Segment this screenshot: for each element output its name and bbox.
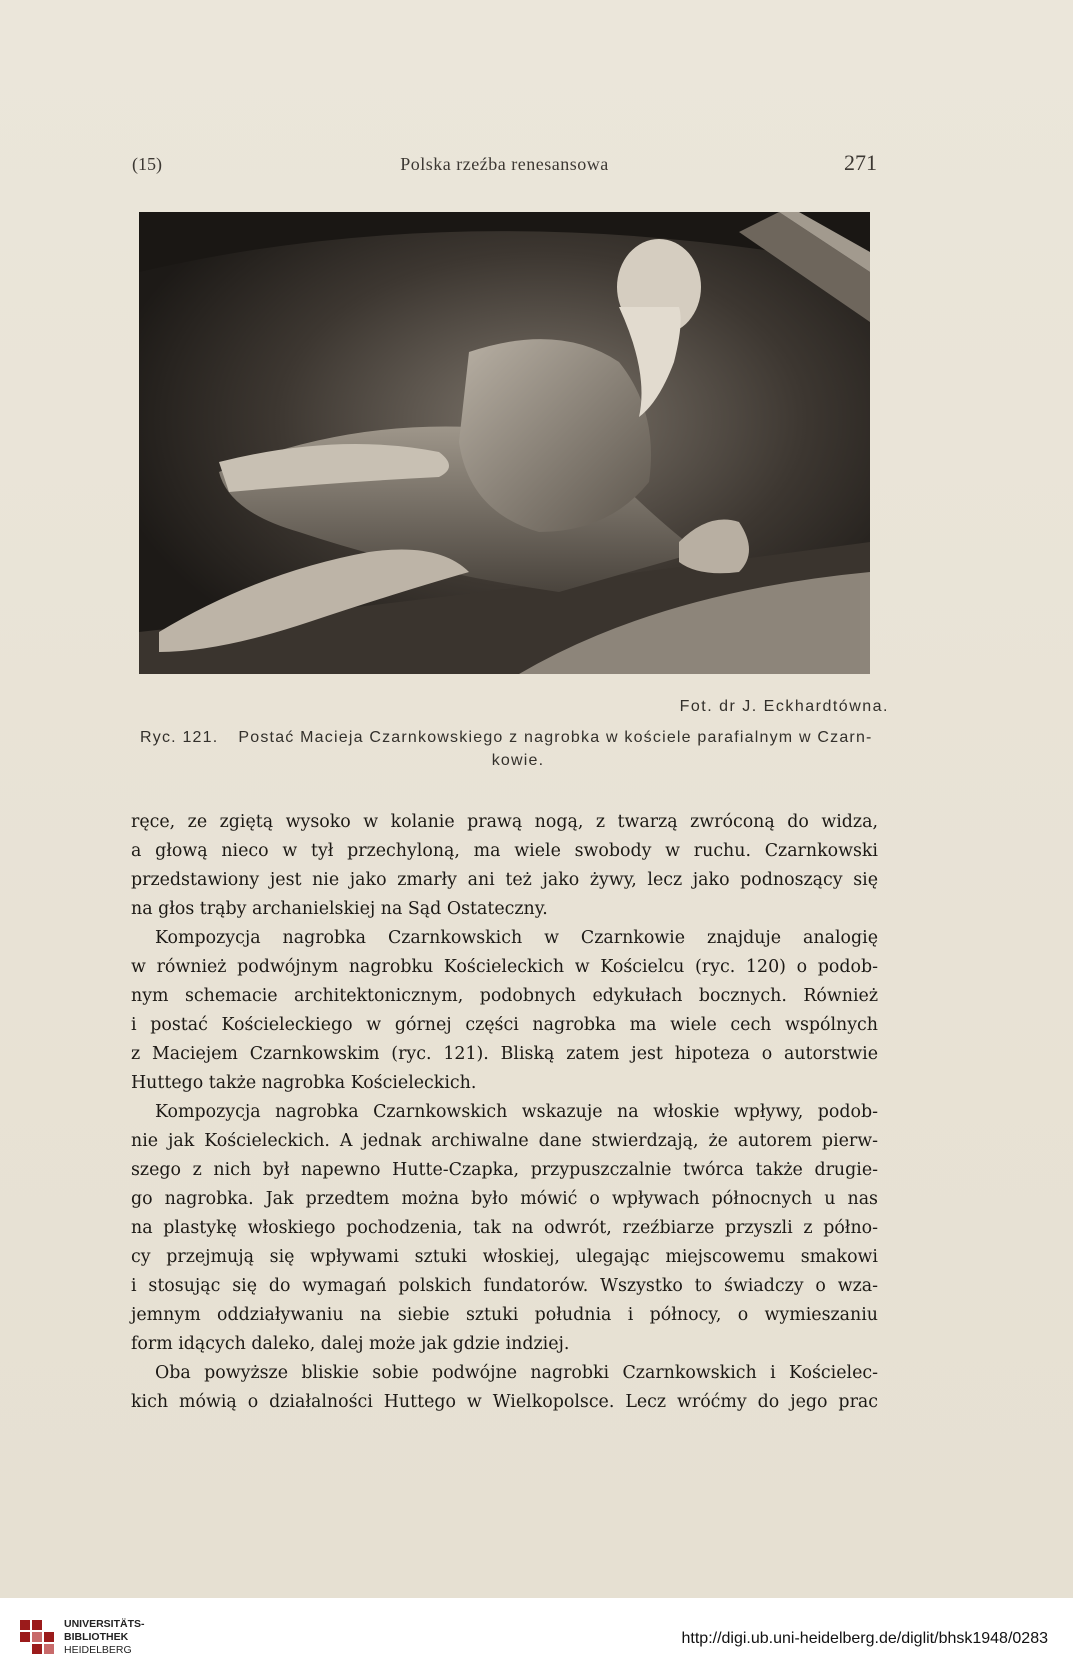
text-line: w również podwójnym nagrobku Kościeleckich w Kościelcu (ryc. 120) o podob- (131, 957, 878, 977)
photo-credit: Fot. dr J. Eckhardtówna. (679, 698, 889, 715)
text-line: Oba powyższe bliskie sobie podwójne nagrobki Czarnkowskich i Kościelec- (155, 1363, 878, 1383)
text-line: na głos trąby archanielskiej na Sąd Ostateczny. (131, 899, 548, 919)
caption-number: Ryc. 121. (140, 729, 219, 746)
figure-caption (140, 726, 896, 772)
text-line: jemnym oddziaływaniu na siebie sztuki południa i północy, o wymieszaniu (131, 1305, 878, 1325)
text-line: a głową nieco w tył przechyloną, ma wiele swobody w ruchu. Czarnkowski (131, 841, 878, 861)
running-title: Polska rzeźba renesansowa (400, 154, 609, 174)
permalink-url[interactable]: http://digi.ub.uni-heidelberg.de/diglit/bhsk1948/0283 (681, 1630, 1048, 1647)
text-line: szego z nich był napewno Hutte-Czapka, przypuszczalnie twórca także drugie- (131, 1160, 878, 1180)
footer-bar (0, 1598, 1073, 1675)
text-line: Huttego także nagrobka Kościeleckich. (131, 1073, 477, 1093)
text-line: nie jak Kościeleckich. A jednak archiwalne dane stwierdzają, że autorem pierw- (131, 1131, 878, 1151)
library-logo-icon[interactable] (18, 1618, 58, 1658)
text-line: nym schemacie architektonicznym, podobnych edykułach bocznych. Również (131, 986, 878, 1006)
text-line: kich mówią o działalności Huttego w Wielkopolsce. Lecz wróćmy do jego prac (131, 1392, 878, 1412)
text-line: i postać Kościeleckiego w górnej części nagrobka ma wiele cech wspólnych (131, 1015, 878, 1035)
text-line: form idących daleko, dalej może jak gdzie indziej. (131, 1334, 570, 1354)
sculpture-photo-illustration (139, 212, 870, 674)
page-reference: (15) (132, 154, 162, 174)
caption-text-line1: Postać Macieja Czarnkowskiego z nagrobka w kościele parafialnym w Czarn- (238, 729, 873, 746)
text-line: i stosując się do wymagań polskich fundatorów. Wszystko to świadczy o wza- (131, 1276, 878, 1296)
page-number: 271 (844, 150, 877, 175)
running-head (132, 150, 877, 178)
text-line: Kompozycja nagrobka Czarnkowskich wskazuje na włoskie wpływy, podob- (155, 1102, 878, 1122)
text-line: ręce, ze zgiętą wysoko w kolanie prawą nogą, z twarzą zwróconą do widza, (131, 812, 878, 832)
caption-text-line2: kowie. (491, 752, 545, 769)
figure-photograph (139, 212, 870, 674)
text-line: przedstawiony jest nie jako zmarły ani też jako żywy, lecz jako podnoszący się (131, 870, 878, 890)
text-line: z Maciejem Czarnkowskim (ryc. 121). Bliską zatem jest hipoteza o autorstwie (131, 1044, 878, 1064)
library-name-line1: UNIVERSITÄTS- (64, 1618, 145, 1630)
text-line: Kompozycja nagrobka Czarnkowskich w Czarnkowie znajduje analogię (155, 928, 878, 948)
library-name-line3: HEIDELBERG (64, 1644, 132, 1656)
text-line: go nagrobka. Jak przedtem można było mówić o wpływach północnych u nas (131, 1189, 878, 1209)
text-line: na plastykę włoskiego pochodzenia, tak na odwrót, rzeźbiarze przyszli z półno- (131, 1218, 878, 1238)
library-name-line2: BIBLIOTHEK (64, 1631, 129, 1643)
library-name[interactable] (64, 1618, 145, 1657)
body-text (131, 808, 878, 1417)
text-line: cy przejmują się wpływami sztuki włoskiej, ulegając miejscowemu smakowi (131, 1247, 878, 1267)
